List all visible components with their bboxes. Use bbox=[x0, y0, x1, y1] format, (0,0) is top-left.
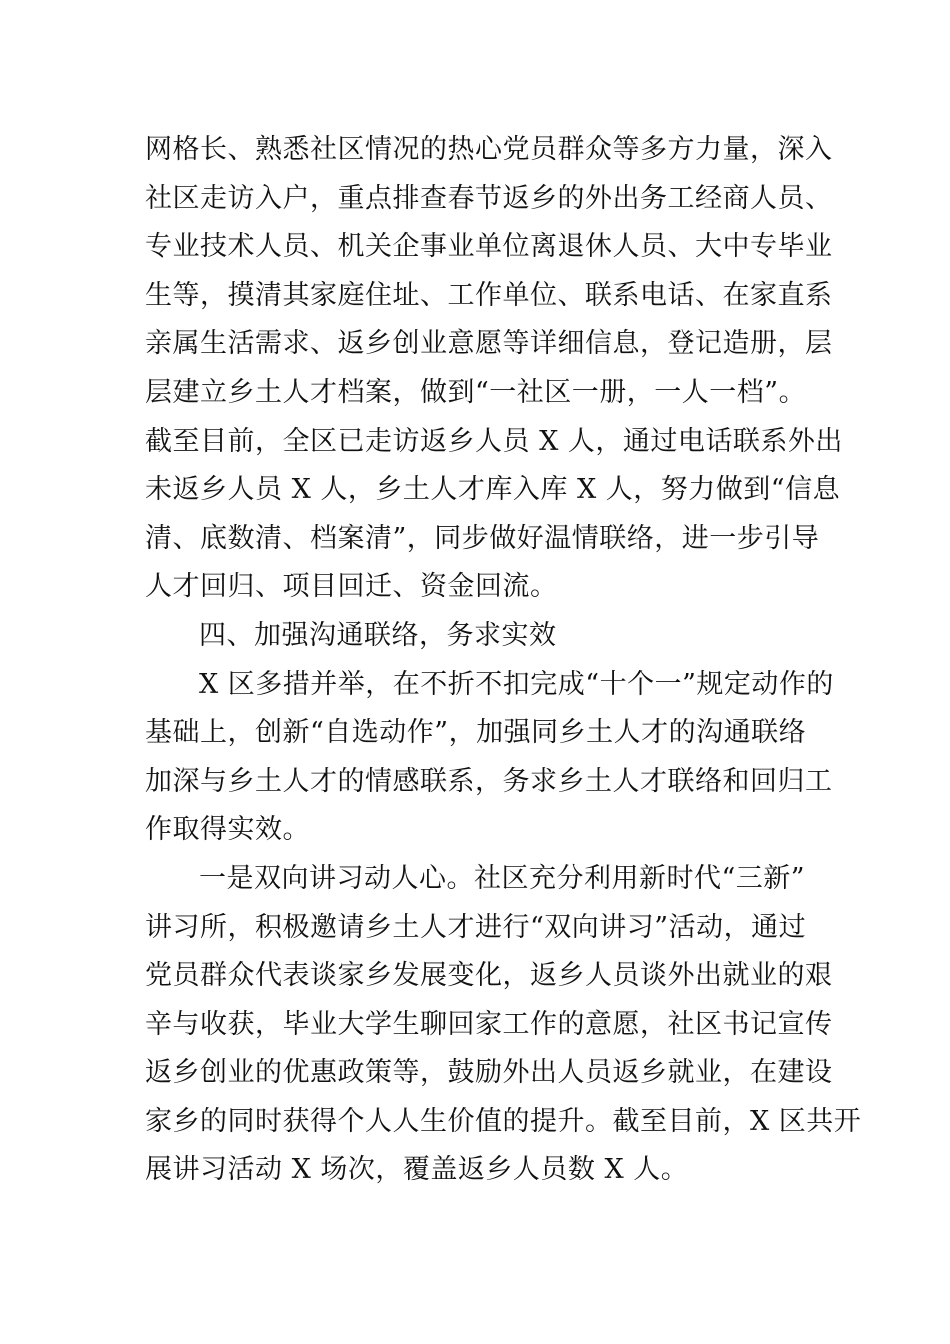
text-line: 展讲习活动 X 场次，覆盖返乡人员数 X 人。 bbox=[145, 1154, 689, 1186]
text-line: 层建立乡土人才档案，做到“一社区一册，一人一档”。 bbox=[145, 376, 807, 408]
section-heading: 四、加强沟通联络，务求实效 bbox=[199, 619, 557, 651]
text-line: 亲属生活需求、返乡创业意愿等详细信息，登记造册，层 bbox=[145, 328, 833, 360]
text-line: 生等，摸清其家庭住址、工作单位、联系电话、在家直系 bbox=[145, 279, 833, 311]
text-line: 基础上，创新“自选动作”，加强同乡土人才的沟通联络 bbox=[145, 717, 807, 749]
text-line: 加深与乡土人才的情感联系，务求乡土人才联络和回归工 bbox=[145, 765, 833, 797]
text-line: 网格长、熟悉社区情况的热心党员群众等多方力量，深入 bbox=[145, 134, 833, 165]
text-line: 人才回归、项目回迁、资金回流。 bbox=[145, 571, 558, 603]
text-line: 返乡创业的优惠政策等，鼓励外出人员返乡就业，在建设 bbox=[145, 1057, 833, 1089]
text-line: 未返乡人员 X 人，乡土人才库入库 X 人，努力做到“信息 bbox=[145, 474, 841, 506]
text-line: 一是双向讲习动人心。社区充分利用新时代“三新” bbox=[199, 862, 806, 894]
text-line: 专业技术人员、机关企事业单位离退休人员、大中专毕业 bbox=[145, 231, 833, 263]
text-line: 家乡的同时获得个人人生价值的提升。截至目前，X 区共开 bbox=[145, 1105, 862, 1137]
text-line: 社区走访入户，重点排查春节返乡的外出务工经商人员、 bbox=[145, 182, 833, 214]
text-line: 截至目前，全区已走访返乡人员 X 人，通过电话联系外出 bbox=[145, 425, 843, 457]
text-line: 党员群众代表谈家乡发展变化，返乡人员谈外出就业的艰 bbox=[145, 960, 833, 992]
text-line: 清、底数清、档案清”，同步做好温情联络，进一步引导 bbox=[145, 522, 820, 554]
text-line: 讲习所，积极邀请乡土人才进行“双向讲习”活动，通过 bbox=[145, 911, 807, 943]
text-line: 辛与收获，毕业大学生聊回家工作的意愿，社区书记宣传 bbox=[145, 1008, 833, 1040]
body-text bbox=[145, 126, 862, 1195]
text-line: 作取得实效。 bbox=[145, 814, 310, 846]
text-line: X 区多措并举，在不折不扣完成“十个一”规定动作的 bbox=[199, 668, 834, 700]
